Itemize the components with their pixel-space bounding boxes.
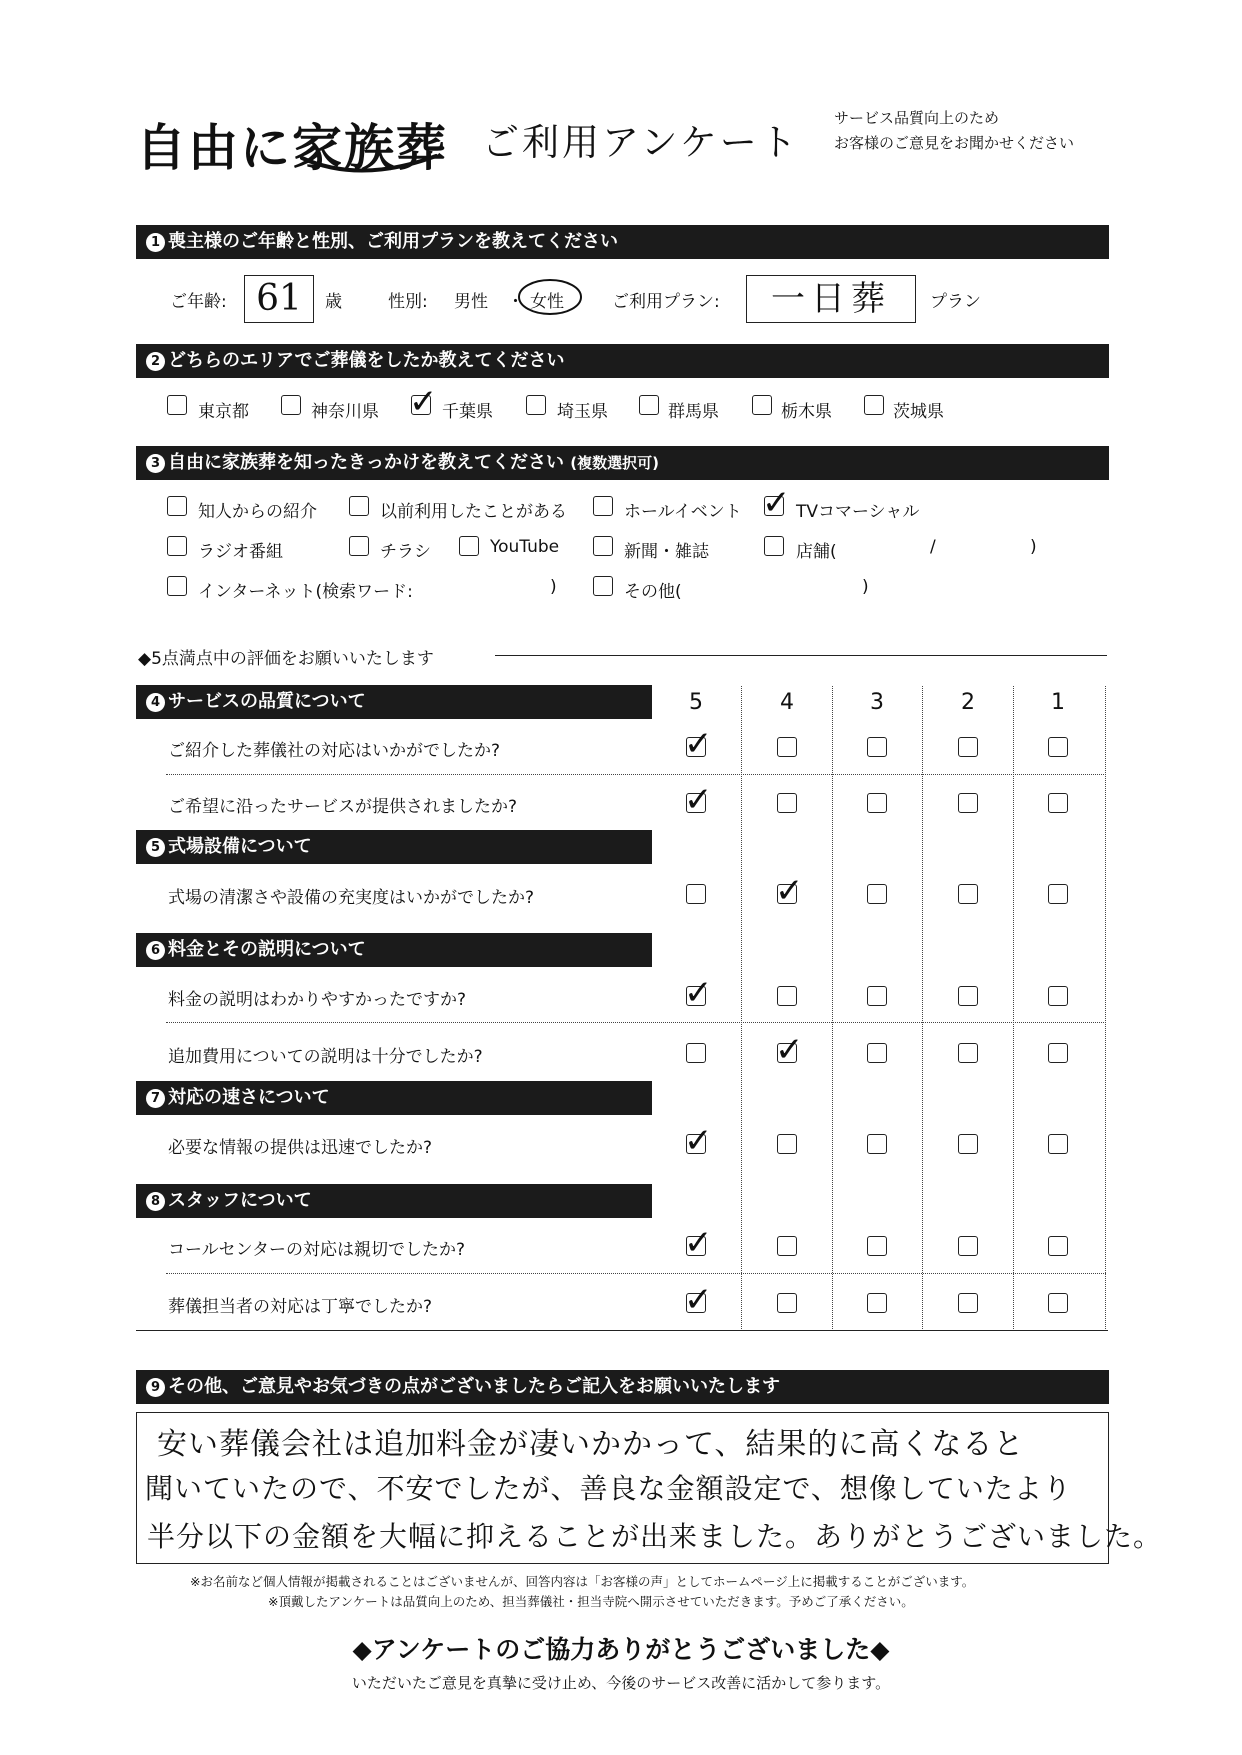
rating-table-bottom-rule bbox=[136, 1330, 1108, 1331]
age-label: ご年齢: bbox=[170, 292, 227, 312]
question-additional-costs: 追加費用についての説明は十分でしたか? bbox=[168, 1047, 483, 1067]
source-label-referral: 知人からの紹介 bbox=[198, 502, 317, 522]
logo-swoosh-icon bbox=[300, 150, 440, 180]
area-label-kanagawa: 神奈川県 bbox=[311, 402, 379, 422]
rating-intro: ◆5点満点中の評価をお願いいたします bbox=[138, 649, 434, 669]
column-divider bbox=[741, 686, 742, 1331]
rating-q1-3[interactable] bbox=[867, 737, 887, 757]
source-tv-check-icon: ✓ bbox=[762, 483, 791, 523]
section2-header bbox=[136, 344, 1109, 378]
area-label-saitama: 埼玉県 bbox=[557, 402, 608, 422]
section5-number: 5 bbox=[146, 838, 165, 857]
section1-number: 1 bbox=[146, 233, 165, 252]
column-divider bbox=[922, 686, 923, 1331]
rating-q2-1[interactable] bbox=[1048, 793, 1068, 813]
internet-close: ) bbox=[550, 577, 557, 597]
question-desired-service: ご希望に沿ったサービスが提供されましたか? bbox=[168, 797, 518, 817]
gender-separator: ・ bbox=[507, 292, 524, 312]
tagline-line-1: サービス品質向上のため bbox=[834, 109, 1000, 127]
area-checkbox-gunma[interactable] bbox=[639, 395, 659, 415]
rating-q6-2[interactable] bbox=[958, 1134, 978, 1154]
section7-title: 対応の速さについて bbox=[168, 1087, 330, 1108]
section6-number: 6 bbox=[146, 941, 165, 960]
store-slash: / bbox=[930, 537, 936, 557]
rating-q7-4[interactable] bbox=[777, 1236, 797, 1256]
rating-q5-2[interactable] bbox=[958, 1043, 978, 1063]
question-venue-facilities: 式場の清潔さや設備の充実度はいかがでしたか? bbox=[168, 888, 535, 908]
source-checkbox-radio[interactable] bbox=[167, 536, 187, 556]
note-privacy: ※お名前など個人情報が掲載されることはございませんが、回答内容は「お客様の声」としてホームページ上に掲載することがございます。 bbox=[190, 1574, 975, 1589]
area-checkbox-ibaraki[interactable] bbox=[864, 395, 884, 415]
rating-q2-3[interactable] bbox=[867, 793, 887, 813]
column-divider bbox=[1105, 686, 1106, 1331]
question-referral-response: ご紹介した葬儀社の対応はいかがでしたか? bbox=[168, 741, 501, 761]
area-checkbox-tochigi[interactable] bbox=[752, 395, 772, 415]
question-call-center: コールセンターの対応は親切でしたか? bbox=[168, 1240, 466, 1260]
section3-title: 自由に家族葬を知ったきっかけを教えてください bbox=[168, 452, 564, 473]
rating-q5-3[interactable] bbox=[867, 1043, 887, 1063]
source-checkbox-newspaper[interactable] bbox=[593, 536, 613, 556]
score-header-5: 5 bbox=[689, 690, 703, 715]
source-checkbox-flyer[interactable] bbox=[349, 536, 369, 556]
source-label-radio: ラジオ番組 bbox=[198, 542, 283, 562]
score-header-2: 2 bbox=[961, 690, 975, 715]
footer-thanks: ◆アンケートのご協力ありがとうございました◆ bbox=[352, 1635, 890, 1664]
gender-male[interactable]: 男性 bbox=[454, 292, 488, 312]
comment-line-2: 聞いていたので、不安でしたが、善良な金額設定で、想像していたより bbox=[145, 1472, 1072, 1505]
question-funeral-staff: 葬儀担当者の対応は丁寧でしたか? bbox=[168, 1297, 433, 1317]
source-label-youtube: YouTube bbox=[490, 537, 560, 557]
rating-q4-check-icon: ✓ bbox=[684, 973, 713, 1013]
question-pricing-clarity: 料金の説明はわかりやすかったですか? bbox=[168, 990, 467, 1010]
section3-title-note: (複数選択可) bbox=[570, 454, 659, 472]
comment-line-1: 安い葬儀会社は追加料金が凄いかかって、結果的に高くなると bbox=[157, 1427, 1025, 1462]
section4-number: 4 bbox=[146, 693, 165, 712]
source-label-hall-event: ホールイベント bbox=[624, 502, 742, 522]
section8-number: 8 bbox=[146, 1192, 165, 1211]
column-divider bbox=[1013, 686, 1014, 1331]
section5-title: 式場設備について bbox=[168, 836, 312, 857]
rating-q2-2[interactable] bbox=[958, 793, 978, 813]
comment-box[interactable] bbox=[136, 1412, 1163, 1564]
section8-header bbox=[136, 1184, 652, 1218]
rating-q1-2[interactable] bbox=[958, 737, 978, 757]
rating-q4-3[interactable] bbox=[867, 986, 887, 1006]
source-checkbox-hall-event[interactable] bbox=[593, 496, 613, 516]
note-disclosure: ※頂戴したアンケートは品質向上のため、担当葬儀社・担当寺院へ開示させていただきます。予めご了承ください。 bbox=[268, 1594, 914, 1609]
section4-title: サービスの品質について bbox=[168, 691, 366, 712]
source-checkbox-other[interactable] bbox=[593, 576, 613, 596]
section1-title: 喪主様のご年齢と性別、ご利用プランを教えてください bbox=[168, 231, 618, 252]
section7-header bbox=[136, 1081, 652, 1115]
section6-header bbox=[136, 933, 652, 967]
section7-number: 7 bbox=[146, 1089, 165, 1108]
rating-q6-1[interactable] bbox=[1048, 1134, 1068, 1154]
section3-number: 3 bbox=[146, 454, 165, 473]
rating-q8-check-icon: ✓ bbox=[684, 1280, 713, 1320]
area-chiba-check-icon: ✓ bbox=[409, 382, 438, 422]
rating-q3-3[interactable] bbox=[867, 884, 887, 904]
rating-q4-4[interactable] bbox=[777, 986, 797, 1006]
rating-q7-3[interactable] bbox=[867, 1236, 887, 1256]
row-divider bbox=[166, 1022, 1106, 1023]
source-checkbox-store[interactable] bbox=[764, 536, 784, 556]
question-response-speed: 必要な情報の提供は迅速でしたか? bbox=[168, 1138, 433, 1158]
area-label-tokyo: 東京都 bbox=[198, 402, 249, 422]
rating-q1-4[interactable] bbox=[777, 737, 797, 757]
plan-unit: プラン bbox=[930, 292, 981, 312]
rating-q7-1[interactable] bbox=[1048, 1236, 1068, 1256]
store-close: ) bbox=[1030, 537, 1037, 557]
row-divider bbox=[166, 1273, 1106, 1274]
section8-title: スタッフについて bbox=[168, 1190, 312, 1211]
gender-circle-mark bbox=[516, 276, 584, 318]
score-header-3: 3 bbox=[870, 690, 884, 715]
tagline bbox=[834, 106, 1074, 156]
survey-title: ご利用アンケート bbox=[482, 121, 800, 164]
rating-q5-1[interactable] bbox=[1048, 1043, 1068, 1063]
section2-title: どちらのエリアでご葬儀をしたか教えてください bbox=[168, 350, 565, 371]
area-label-tochigi: 栃木県 bbox=[781, 402, 832, 422]
source-checkbox-youtube[interactable] bbox=[459, 536, 479, 556]
rating-q7-check-icon: ✓ bbox=[684, 1223, 713, 1263]
age-value: 61 bbox=[256, 278, 302, 319]
other-close: ) bbox=[862, 577, 869, 597]
section1-header bbox=[136, 225, 1109, 259]
section2-number: 2 bbox=[146, 352, 165, 371]
column-divider bbox=[832, 686, 833, 1331]
rating-q2-4[interactable] bbox=[777, 793, 797, 813]
gender-female[interactable]: 女性 bbox=[530, 292, 564, 312]
comment-line-3: 半分以下の金額を大幅に抑えることが出来ました。ありがとうございました。 bbox=[147, 1520, 1163, 1553]
rating-q4-1[interactable] bbox=[1048, 986, 1068, 1006]
plan-field[interactable] bbox=[746, 275, 916, 323]
footer-message: いただいたご意見を真摯に受け止め、今後のサービス改善に活かして参ります。 bbox=[351, 1674, 891, 1692]
source-label-used-before: 以前利用したことがある bbox=[380, 502, 567, 522]
source-label-store: 店舗( bbox=[796, 542, 837, 562]
area-checkbox-tokyo[interactable] bbox=[167, 395, 187, 415]
section5-header bbox=[136, 830, 652, 864]
section9-header bbox=[136, 1370, 1109, 1404]
section9-number: 9 bbox=[146, 1378, 165, 1397]
source-checkbox-used-before[interactable] bbox=[349, 496, 369, 516]
area-label-ibaraki: 茨城県 bbox=[893, 402, 944, 422]
rating-q3-1[interactable] bbox=[1048, 884, 1068, 904]
gender-label: 性別: bbox=[388, 292, 428, 312]
source-label-newspaper: 新聞・雑誌 bbox=[624, 542, 709, 562]
score-header-4: 4 bbox=[780, 690, 794, 715]
rating-q8-3[interactable] bbox=[867, 1293, 887, 1313]
rating-q8-1[interactable] bbox=[1048, 1293, 1068, 1313]
source-checkbox-internet[interactable] bbox=[167, 576, 187, 596]
section9-title: その他、ご意見やお気づきの点がございましたらご記入をお願いいたします bbox=[168, 1376, 780, 1397]
section6-title: 料金とその説明について bbox=[168, 939, 366, 960]
rating-q3-5[interactable] bbox=[686, 884, 706, 904]
source-checkbox-referral[interactable] bbox=[167, 496, 187, 516]
rating-q5-check-icon: ✓ bbox=[775, 1030, 804, 1070]
section3-header bbox=[136, 446, 1109, 480]
rating-q6-3[interactable] bbox=[867, 1134, 887, 1154]
rating-q8-4[interactable] bbox=[777, 1293, 797, 1313]
rating-q8-2[interactable] bbox=[958, 1293, 978, 1313]
source-label-flyer: チラシ bbox=[380, 542, 431, 562]
rating-q5-5[interactable] bbox=[686, 1043, 706, 1063]
section4-header bbox=[136, 685, 652, 719]
logo: 自由に家族葬 bbox=[136, 119, 448, 177]
rating-q6-check-icon: ✓ bbox=[684, 1121, 713, 1161]
score-header-1: 1 bbox=[1051, 690, 1065, 715]
area-label-gunma: 群馬県 bbox=[668, 402, 719, 422]
rating-q3-2[interactable] bbox=[958, 884, 978, 904]
rating-q3-check-icon: ✓ bbox=[775, 871, 804, 911]
source-label-other: その他( bbox=[624, 582, 682, 602]
rating-q2-check-icon: ✓ bbox=[684, 780, 713, 820]
age-field[interactable] bbox=[244, 275, 314, 323]
rating-q6-4[interactable] bbox=[777, 1134, 797, 1154]
area-checkbox-saitama[interactable] bbox=[526, 395, 546, 415]
rating-intro-rule bbox=[495, 655, 1107, 656]
plan-value: 一日葬 bbox=[771, 279, 891, 319]
row-divider bbox=[166, 774, 1106, 775]
source-label-tv: TVコマーシャル bbox=[796, 502, 920, 522]
plan-label: ご利用プラン: bbox=[612, 292, 720, 312]
rating-q7-2[interactable] bbox=[958, 1236, 978, 1256]
source-label-internet: インターネット(検索ワード: bbox=[198, 582, 413, 602]
area-label-chiba: 千葉県 bbox=[442, 402, 493, 422]
rating-q1-check-icon: ✓ bbox=[684, 724, 713, 764]
area-checkbox-kanagawa[interactable] bbox=[281, 395, 301, 415]
rating-q4-2[interactable] bbox=[958, 986, 978, 1006]
rating-q1-1[interactable] bbox=[1048, 737, 1068, 757]
age-unit: 歳 bbox=[325, 292, 342, 312]
tagline-line-2: お客様のご意見をお聞かせください bbox=[834, 134, 1075, 152]
